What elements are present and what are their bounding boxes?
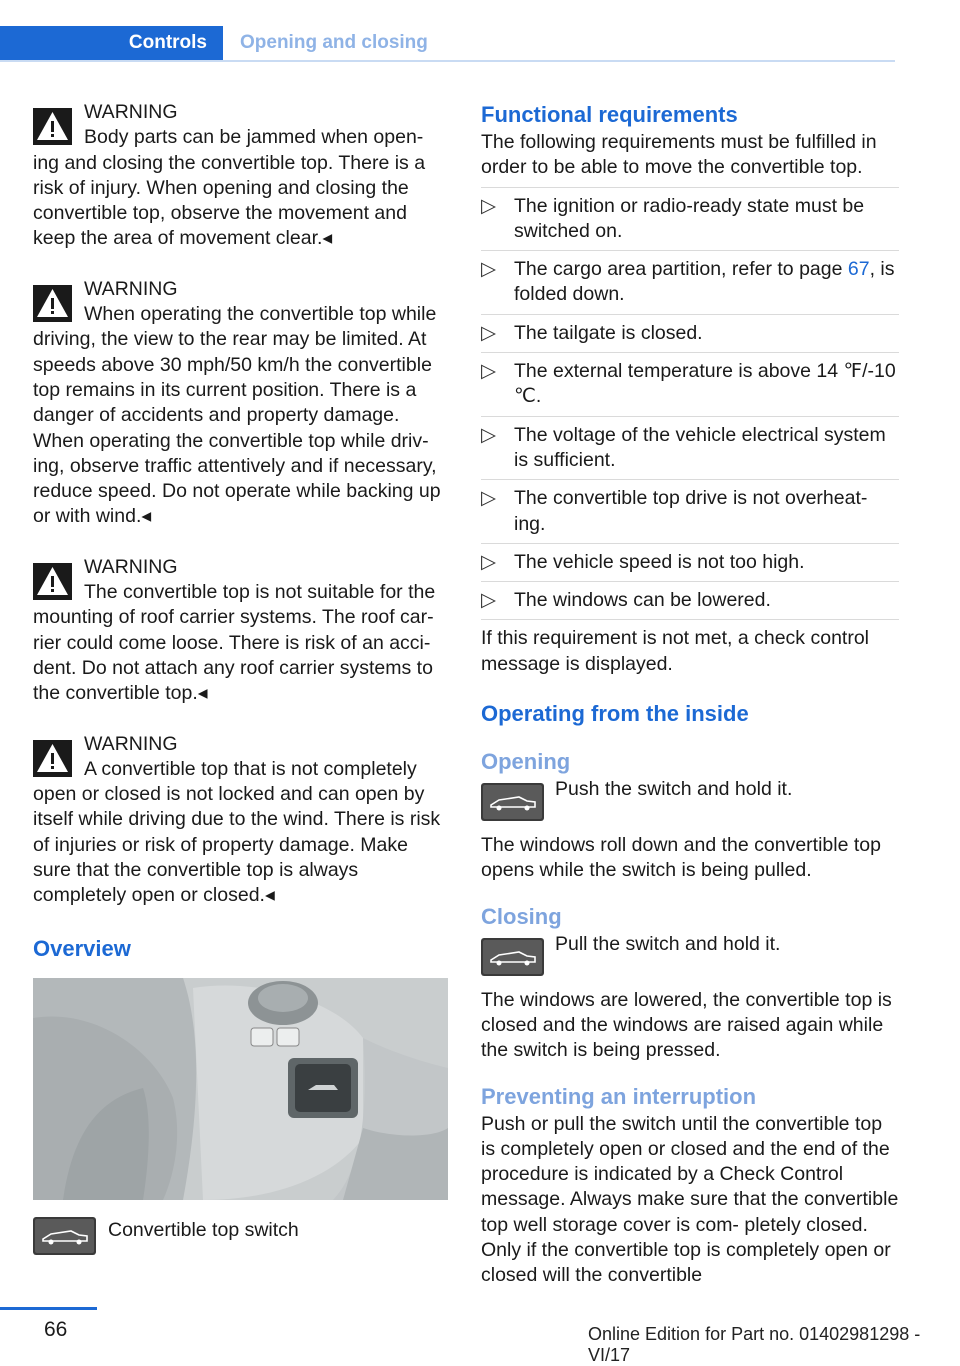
list-item-text: The ignition or radio-ready state must be switched on.	[514, 194, 865, 242]
functional-intro: The following requirements must be fulfilled in order to be able to move the convertible top.	[481, 131, 877, 179]
list-item-text: The vehicle speed is not too high.	[514, 550, 805, 573]
chapter-tab-label: Controls	[128, 32, 207, 53]
closing-text: The windows are lowered, the convertible top is closed and the windows are raised again while the switch is being pressed.	[481, 988, 892, 1062]
warning-text: ing and closing the convertible top. There is a risk of injury. When opening and closing the convertible top, observe the movement and keep the area of movement clear.◂	[33, 151, 426, 250]
list-item	[481, 353, 899, 417]
warning-triangle-icon	[33, 285, 72, 322]
warning-label: WARNING	[84, 555, 178, 578]
convertible-switch-photo	[33, 978, 448, 1200]
bullet-triangle-icon: ▷	[481, 194, 496, 217]
opening-text: The windows roll down and the convertible top opens while the switch is being pulled.	[481, 834, 881, 882]
convertible-switch-icon	[33, 1217, 96, 1255]
warning-text-first: Body parts can be jammed when open-	[84, 126, 424, 149]
functional-outro: If this requirement is not met, a check control message is displayed.	[481, 627, 870, 675]
interruption-text: Push or pull the switch until the convertible top is completely open or closed and the end of the procedure is indicated by a Check Control message. Always make sure that the convertible top well storage cover is com‐ pletely closed. Only if the convertible top is completely open or closed will the convertible	[481, 1112, 899, 1287]
opening-instruction	[481, 777, 899, 827]
warning-text-first: A convertible top that is not completely	[84, 757, 417, 780]
warning-triangle-icon	[33, 563, 72, 600]
warning-text: driving, the view to the rear may be limited. At speeds above 30 mph/50 km/h the convertible top remains in its current position. There is a danger of accidents and property damage. When operating the convertible top while driv‐ ing, observe traffic attentively and if necessary, reduce speed. Do not operate while backing up or with wind.◂	[33, 328, 441, 528]
bullet-triangle-icon: ▷	[481, 360, 496, 383]
page-header	[0, 26, 895, 62]
warning-block	[33, 100, 448, 252]
bullet-triangle-icon: ▷	[481, 423, 496, 446]
warning-text-first: The convertible top is not suitable for the	[84, 581, 436, 604]
warning-label: WARNING	[84, 732, 178, 755]
list-item	[481, 188, 899, 252]
warning-text-first: When operating the convertible top while	[84, 303, 437, 326]
warning-text: mounting of roof carrier systems. The roof car‐ rier could come loose. There is risk of an acci‐ dent. Do not attach any roof carrier systems to the convertible top.◂	[33, 606, 434, 705]
list-item-text: The tailgate is closed.	[514, 321, 703, 344]
page-link[interactable]: 67	[847, 258, 870, 281]
warning-label: WARNING	[84, 277, 178, 300]
bullet-triangle-icon: ▷	[481, 589, 496, 612]
convertible-switch-icon	[481, 938, 544, 976]
closing-instruction	[481, 932, 899, 982]
chapter-tab[interactable]	[0, 26, 223, 60]
header-divider	[0, 60, 895, 62]
list-item	[481, 315, 899, 353]
list-item	[481, 544, 899, 582]
functional-requirements-heading: Functional requirements	[481, 102, 738, 127]
photo-caption	[33, 1214, 448, 1260]
list-item	[481, 582, 899, 620]
section-tab[interactable]: Opening and closing	[240, 32, 428, 53]
list-item	[481, 251, 899, 315]
left-column	[33, 100, 448, 1260]
footer-edition: Online Edition for Part no. 01402981298 - VI/17	[588, 1324, 921, 1365]
bullet-triangle-icon: ▷	[481, 550, 496, 573]
list-item-text: The convertible top drive is not overheat‐ ing.	[514, 487, 868, 535]
page-number: 66	[44, 1318, 68, 1341]
closing-heading: Closing	[481, 903, 562, 929]
list-item	[481, 417, 899, 481]
overview-heading: Overview	[33, 935, 131, 961]
caption-text: Convertible top switch	[108, 1218, 299, 1241]
closing-action: Pull the switch and hold it.	[555, 932, 781, 955]
warning-block	[33, 277, 448, 530]
list-item	[481, 480, 899, 544]
warning-triangle-icon	[33, 108, 72, 145]
list-item-text: , is folded down.	[514, 258, 895, 306]
list-item-text: The voltage of the vehicle electrical system is sufficient.	[514, 423, 886, 471]
bullet-triangle-icon: ▷	[481, 487, 496, 510]
warning-triangle-icon	[33, 740, 72, 777]
right-column	[481, 100, 899, 1289]
bullet-triangle-icon: ▷	[481, 258, 496, 281]
interruption-heading: Preventing an interruption	[481, 1083, 757, 1109]
bullet-triangle-icon: ▷	[481, 321, 496, 344]
opening-heading: Opening	[481, 749, 571, 775]
warning-block	[33, 555, 448, 707]
page-number-rule	[0, 1307, 97, 1310]
list-item-text: The external temperature is above 14 ℉/-10 ℃.	[514, 360, 896, 408]
opening-action: Push the switch and hold it.	[555, 778, 793, 801]
list-item-text: The cargo area partition, refer to page	[514, 258, 848, 281]
convertible-switch-icon	[481, 783, 544, 821]
warning-block	[33, 732, 448, 909]
warning-text: open or closed is not locked and can open by itself while driving due to the wind. There is risk of injuries or risk of property damage. Make sure that the convertible top is always completely open or closed.◂	[33, 783, 441, 907]
list-item-text: The windows can be lowered.	[514, 589, 771, 612]
operating-inside-heading: Operating from the inside	[481, 701, 749, 727]
requirements-list	[481, 187, 899, 621]
warning-label: WARNING	[84, 101, 178, 123]
